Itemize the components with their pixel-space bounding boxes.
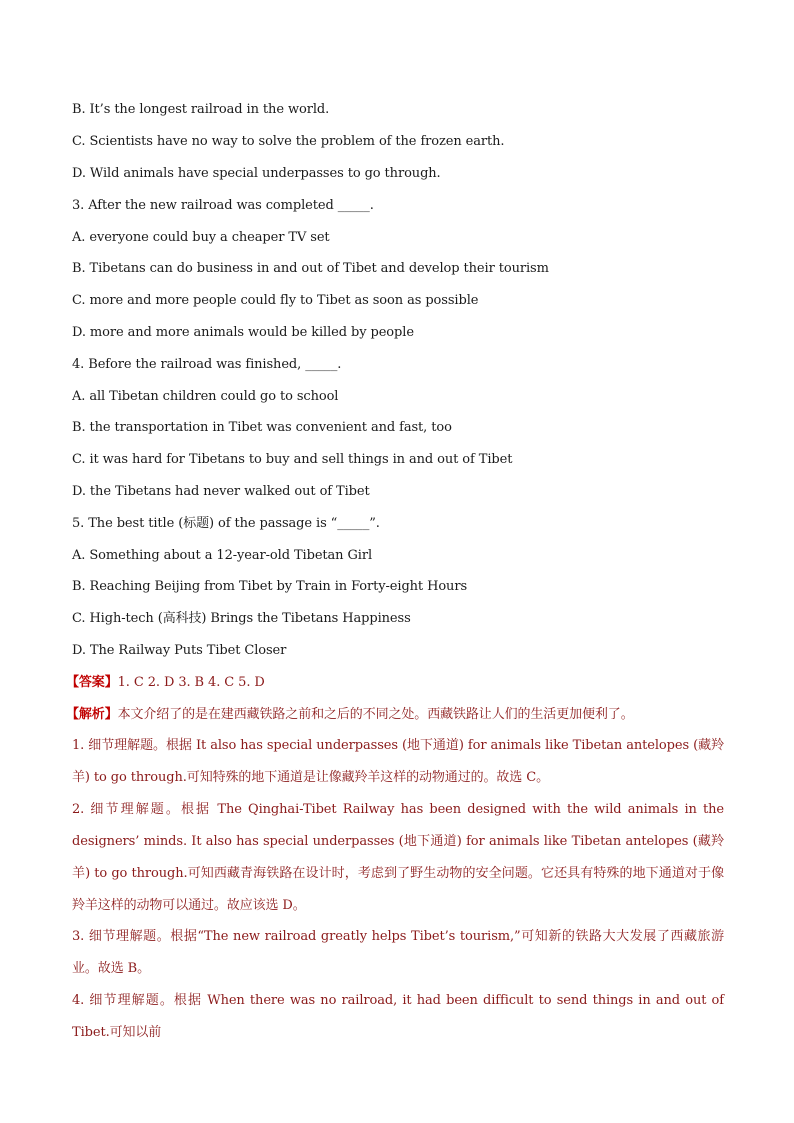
answer-line — [66, 675, 265, 691]
q3-stem: 3. After the new railroad was completed _____. — [72, 198, 374, 213]
q5-option-b: B. Reaching Beijing from Tibet by Train in Forty-eight Hours — [72, 579, 468, 594]
q3-option-b: B. Tibetans can do business in and out of Tibet and develop their tourism — [72, 261, 549, 276]
q5-option-c: C. High-tech (高科技) Brings the Tibetans Happiness — [72, 611, 411, 626]
answer-label: 【答案】 — [66, 675, 118, 690]
analysis-line — [66, 707, 634, 723]
analysis-intro: 本文介绍了的是在建西藏铁路之前和之后的不同之处。西藏铁路让人们的生活更加便利了。 — [117, 707, 634, 722]
analysis-item-4: 4. 细节理解题。根据 When there was no railroad, it had been difficult to send things in and out of Tibet.可知以前 — [72, 993, 724, 1040]
answer-text: 1. C 2. D 3. B 4. C 5. D — [117, 675, 265, 690]
q4-option-b: B. the transportation in Tibet was convenient and fast, too — [72, 420, 452, 435]
analysis-item-2: 2. 细节理解题。根据 The Qinghai-Tibet Railway has been designed with the wild animals in the designers’ minds. It also has special underpasses (地下通道) for animals like Tibetan antelopes (藏羚羊) to go through.可知西藏青海铁路在设计时，考虑到了野生动物的安全问题。它还具有特殊的地下通道对于像羚羊这样的动物可以通过。故应该选 D。 — [72, 802, 724, 913]
q4-option-a: A. all Tibetan children could go to school — [72, 389, 339, 404]
q4-option-c: C. it was hard for Tibetans to buy and sell things in and out of Tibet — [72, 452, 513, 467]
analysis-item-3: 3. 细节理解题。根据“The new railroad greatly helps Tibet’s tourism,”可知新的铁路大大发展了西藏旅游业。故选 B。 — [72, 929, 724, 976]
q5-option-d: D. The Railway Puts Tibet Closer — [72, 643, 287, 658]
analysis-item-1: 1. 细节理解题。根据 It also has special underpasses (地下通道) for animals like Tibetan antelopes (藏羚羊) to go through.可知特殊的地下通道是让像藏羚羊这样的动物通过的。故选 C。 — [72, 738, 724, 785]
q2-option-c: C. Scientists have no way to solve the problem of the frozen earth. — [72, 134, 505, 149]
q3-option-d: D. more and more animals would be killed by people — [72, 325, 414, 340]
q2-option-b: B. It’s the longest railroad in the world. — [72, 102, 330, 117]
q2-option-d: D. Wild animals have special underpasses to go through. — [72, 166, 441, 181]
q5-option-a: A. Something about a 12-year-old Tibetan Girl — [72, 548, 373, 563]
q4-option-d: D. the Tibetans had never walked out of Tibet — [72, 484, 370, 499]
q3-option-c: C. more and more people could fly to Tibet as soon as possible — [72, 293, 479, 308]
analysis-label: 【解析】 — [66, 707, 118, 722]
q4-stem: 4. Before the railroad was finished, _____. — [72, 357, 342, 372]
q5-stem: 5. The best title (标题) of the passage is “_____”. — [72, 516, 380, 531]
q3-option-a: A. everyone could buy a cheaper TV set — [72, 230, 330, 245]
